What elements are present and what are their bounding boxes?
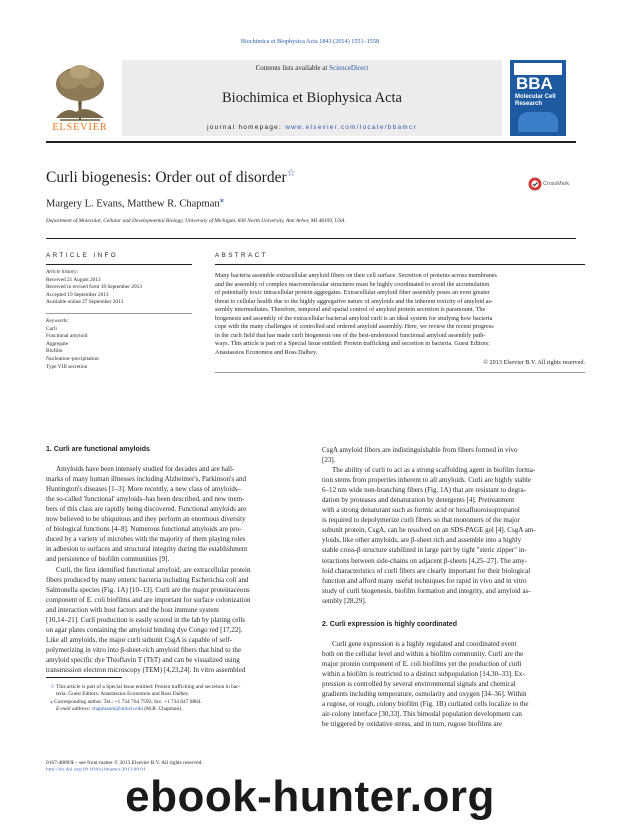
body-line: transmission electron microscopy (TEM) [4,23,24]. In vitro assembled [46,665,246,674]
history-received: Received 21 August 2013 [46,276,101,283]
keyword: Type VIII secretion [46,363,88,370]
body-line: of biological functions [4–8]. Numerous functional amyloids are pro- [46,525,242,534]
history-accepted: Accepted 19 September 2013 [46,291,109,298]
abstract-line: biogenesis and assembly of the extracellular bacterial amyloid curli is an ideal system for studying how bacteria [215,314,493,322]
abstract-line: Many bacteria assemble extracellular amyloid fibers on their cell surface. Secretion of proteins across membranes [215,272,497,279]
body-line: Amyloids have been intensely studied for decades and are hall- [56,465,235,474]
article-info [46,252,192,371]
footnotes [46,677,304,714]
body-line: Salmonella species (Fig. 1A) [10–13]. Curli are the major proteinaceous [46,585,250,594]
body-line: gradients including temperature, osmolarity and oxygen [34–36]. Within [322,690,527,699]
body-line: now believed to be ubiquitous and they perform an enormous diversity [46,515,246,524]
copyright: © 2013 Elsevier B.V. All rights reserved. [483,359,585,367]
keywords-label: Keywords: [46,317,69,324]
cover-art [518,112,558,132]
footnote-2 [46,699,304,714]
homepage-line [122,124,502,131]
footnote-1 [46,684,304,699]
homepage-prefix: journal homepage: [207,124,286,131]
body-line: function and afford many useful techniques for rapid in vivo and in vitro [322,576,527,585]
abstract-line: threat to cellular health due to the highly aggregative nature of amyloids and the inherent toxicity of amyloid as- [215,297,494,305]
body-line: CsgA amyloid fibers are indistinguishable from fibers formed in vivo [322,446,518,454]
author-footnote-mark[interactable]: ⁎ [219,194,225,204]
body-line: major protein component of E. coli biofilms yet the production of curli [322,659,522,668]
abstract-line: ways. This article is part of a Special Issue entitled: Protein trafficking and secretion in bacteria. Guest Editors: [215,340,490,348]
body-line: [23]. [322,456,336,465]
abstract-heading: ABSTRACT [215,252,268,259]
journal-header-box [122,60,502,136]
abstract-line: Anastassios Economou and Ross Dalbey. [215,348,318,356]
affiliation: Department of Molecular, Cellular and Developmental Biology, University of Michigan, 830 North University, Ann Arbor, MI 48109, USA [46,218,345,224]
keyword: Biofilm [46,348,63,355]
publisher-name: ELSEVIER [52,122,108,133]
watermark: ebook-hunter.org [125,772,495,821]
footnote-1-mark: ☆ [50,684,55,690]
body-line: be triggered by oxidative stress, and in turn, rugose biofilms are [322,720,503,729]
elsevier-logo [46,60,114,134]
abstract-body [215,272,585,368]
footnote-2-text: Corresponding author. Tel.: +1 734 764 7592; fax: +1 734 647 0884. [54,698,202,705]
article-info-heading: ARTICLE INFO [46,252,119,259]
abstract-line: sembly intermediates. Therefore, temporal and spatial control of amyloid protein secretion is paramount. The [215,306,486,314]
body-line: dation by proteases and denaturation by detergents [4]. Pretreatment [322,496,515,505]
body-line: a rugose, or rough, colony biofilm (Fig. 1B) curliated cells localize to the [322,700,529,709]
body-line: bers of this class are rapidly being discovered. Functional amyloids are [46,505,247,514]
history-revised: Received in revised form 18 September 2013 [46,284,142,291]
body-line: within a biofilm is restricted to a distinct subpopulation [14,30–33]. Ex- [322,669,525,678]
history-label: Article history: [46,269,79,275]
body-line: subunit protein, CsgA, can be resolved on an SDS-PAGE gel [4]. CsgA am- [322,526,536,535]
keyword: Aggregate [46,340,69,347]
history-online: Available online 27 September 2013 [46,299,124,306]
body-line: The ability of curli to act as a strong scaffolding agent in biofilm forma- [332,466,536,475]
body-line: 6–12 nm wide non-branching fibers (Fig. 1A) that are resistant to degra- [322,486,526,495]
body-line: marks of many human illnesses including Alzheimer's, Parkinson's and [46,475,247,484]
keyword: Curli [46,325,57,332]
body-line: the so-called 'functional' amyloids–has been described, and new mem- [46,495,245,504]
body-line: is required to depolymerize curli fibers so that monomers of the major [322,516,520,525]
footnote-1-text-2: teria. Guest Editors: Anastassios Economou and Ross Dalbey. [56,691,190,698]
masthead-rule [46,141,576,143]
body-line: teractions between side-chains on adjacent β-sheets [4,25–27]. The amy- [322,556,528,565]
journal-citation: Biochimica et Biophysica Acta 1843 (2014) 1551–1558 [240,38,380,45]
footnote-1-text-1: This article is part of a Special Issue entitled: Protein trafficking and secretion in bac- [56,684,241,690]
author-email-link[interactable]: chapmanm@umich.edu [91,706,143,713]
contents-prefix: Contents lists available at [255,64,330,72]
left-column [46,445,304,675]
masthead [46,60,576,136]
author-line [46,194,224,210]
body-line: [10,14–21]. Curli production is easily scored in the lab by plating cells [46,615,246,624]
cover-subtitle-2: Research [515,101,543,107]
body-line: duced by a variety of microbes with the majority of them playing roles [46,535,246,544]
body-line: both on the cellular level and within a biofilm community. Curli are the [322,649,524,658]
email-suffix: (M.R. Chapman). [142,706,183,713]
crossmark-badge[interactable] [528,177,578,193]
body-line: Curli, the first identified functional amyloid, are extracellular protein [56,565,251,574]
body-line: tion stems from properties inherent to all amyloids. Curli are highly stable [322,476,532,485]
abstract-line: of potentially toxic intracellular protein aggregates. Extracellular amyloid fiber assembly poses an even greater [215,289,490,297]
footnote-2-mark: ⁎ [50,698,53,705]
title-footnote-mark[interactable]: ☆ [286,168,296,179]
body-line: pression is controlled by several environmental signals and chemical [322,679,516,688]
abstract [215,252,585,373]
abstract-line: cope with the many challenges of controlled and ordered amyloid assembly. Here, we review the recent progress [215,323,494,331]
journal-cover [510,60,566,136]
keyword: Functional amyloid [46,333,88,340]
article-title: Curli biogenesis: Order out of disorder [46,169,287,187]
right-column [322,445,586,729]
body-line: yloids, like other amyloids, are β-sheet rich and assemble into a highly [322,536,522,545]
body-line: Huntington's diseases [1–3]. More recently, a new class of amyloids– [46,485,242,494]
body-line: and interaction with host factors and the host immune system [46,605,219,614]
body-line: amyloid specific dye Thioflavin T (ThT) and can be visualized using [46,655,240,664]
body-line: on agar plates containing the amyloid binding dye Congo red [17,22]. [46,625,243,634]
body-line: sembly [28,29]. [322,596,367,605]
issn-line: 0167-4889/$ – see front matter © 2013 Elsevier B.V. All rights reserved. [46,760,203,766]
sciencedirect-link[interactable]: ScienceDirect [329,64,369,72]
crossmark-label: CrossMark [543,181,570,187]
keyword: Nucleation–precipitation [46,355,99,362]
body-line: stable cross-β structure stabilized in large part by tight "steric zipper" in- [322,546,527,555]
body-line: study of curli biogenesis, biofilm formation and integrity, and amyloid as- [322,586,531,595]
section-1-heading: 1. Curli are functional amyloids [46,446,150,453]
elsevier-tree-icon [46,60,114,122]
body-line: loid characteristics of curli fibers are clearly important for their biological [322,566,531,575]
article-title-line [46,168,296,187]
body-line: Like all amyloids, the major curli subunit CsgA is capable of self- [46,635,232,644]
body-line: air-colony interface [30,33]. This bimodal population development can [322,710,522,719]
journal-title: Biochimica et Biophysica Acta [222,90,402,106]
body-line: Curli gene expression is a highly regulated and coordinated event [332,639,517,648]
authors: Margery L. Evans, Matthew R. Chapman [46,198,220,210]
abstract-line: in the curli field that has made curli biogenesis one of the best-understood functional amyloid assembly path- [215,331,486,339]
body-line: and persistence of biofilm communities [9]. [46,555,170,564]
body-line: in adhesion to surfaces and structural integrity during the establishment [46,545,248,554]
cover-subtitle-1: Molecular Cell [515,94,556,100]
email-label: E-mail address: [56,706,92,713]
homepage-link[interactable]: www.elsevier.com/locate/bbamcr [285,124,417,131]
footnote-rule [46,677,122,678]
body-line: polymerizing in vitro into β-sheet-rich amyloid fibers that bind to the [46,645,241,654]
cover-title: BBA [516,74,553,93]
crossmark-icon [528,177,542,191]
abstract-line: and the assembly of complex macromolecular structures must be highly coordinated to avoid the accumulation [215,280,490,288]
body-line: component of E. coli biofilms and are important for surface colonization [46,595,251,604]
affiliation-rule [46,238,576,239]
section-2-heading: 2. Curli expression is highly coordinated [322,620,457,628]
body-line: fibers produced by many enteric bacteria including Escherichia coli and [46,575,249,584]
body-line: with a strong denaturant such as formic acid or hexafluoroisopropanol [322,506,520,515]
contents-line [122,64,502,72]
